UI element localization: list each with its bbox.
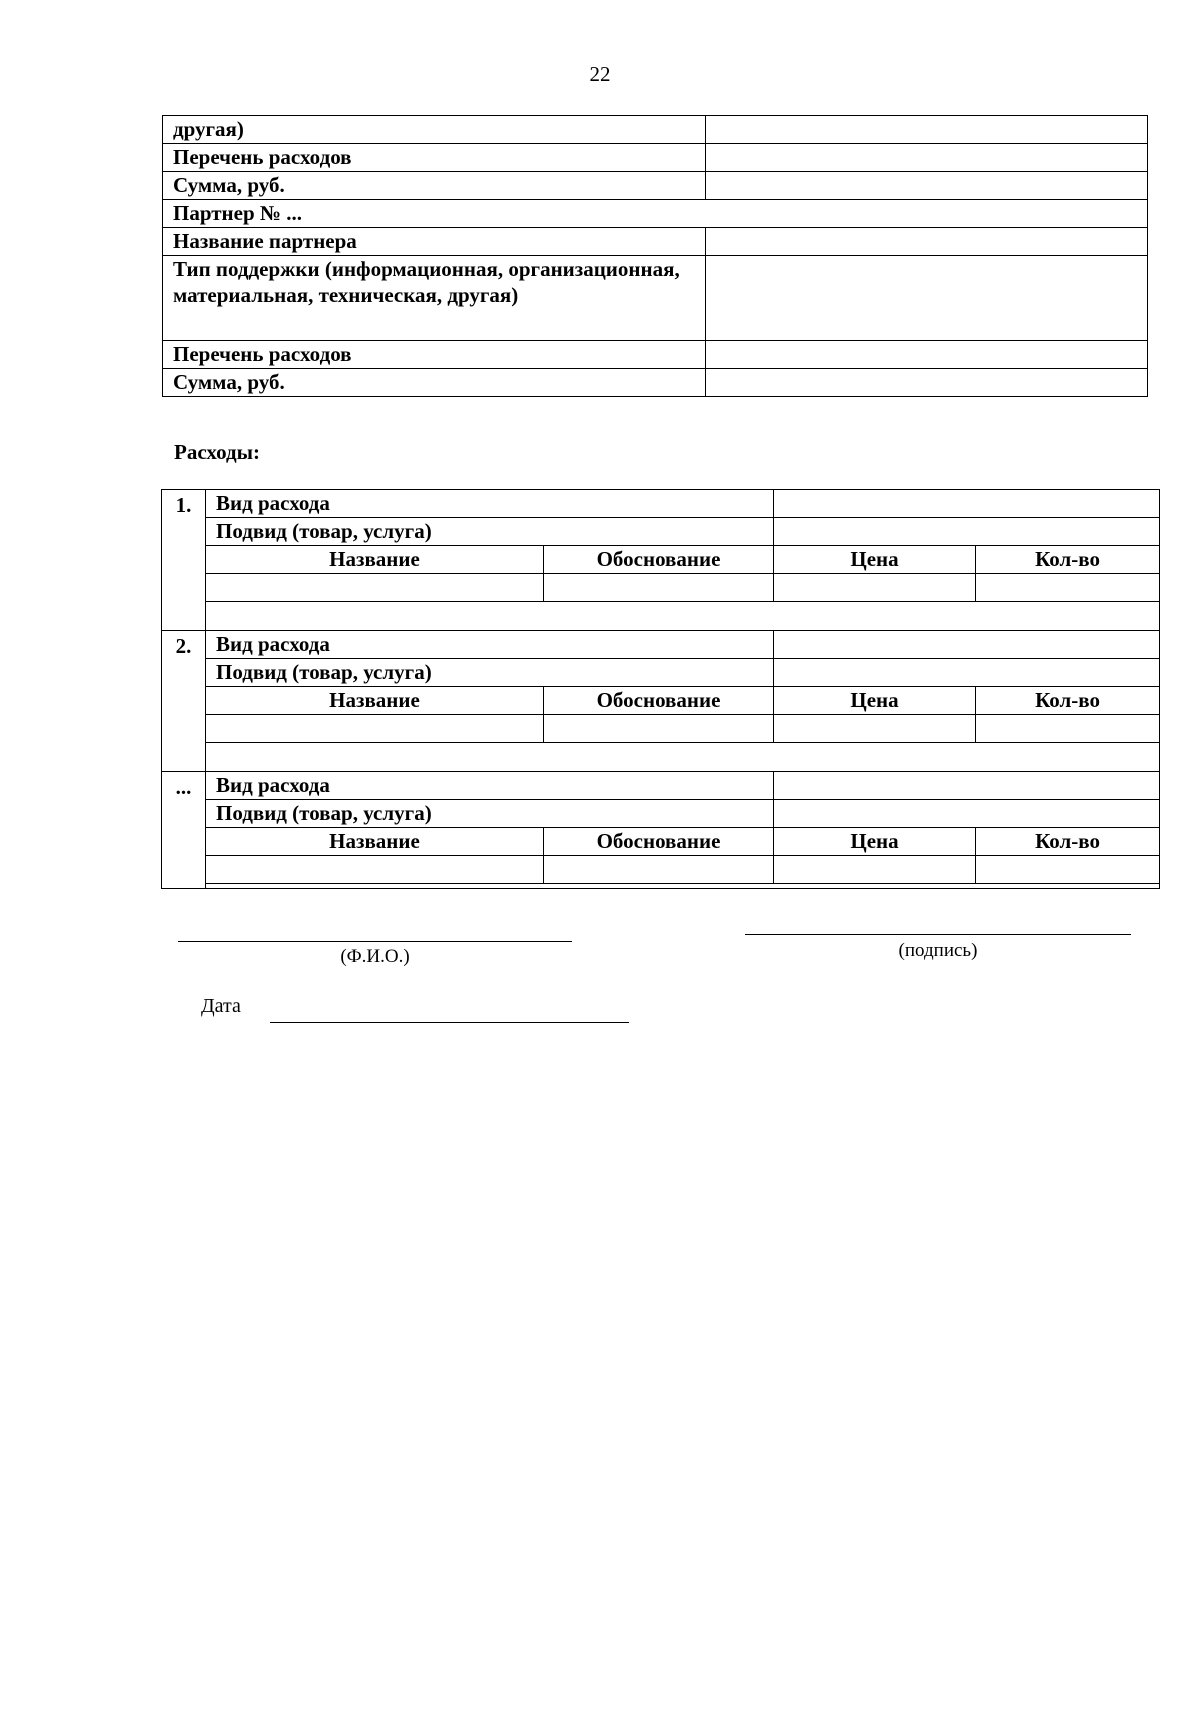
partner-row — [163, 172, 1148, 200]
block-spacer-cell — [206, 602, 1160, 631]
expense-subkind-value[interactable] — [774, 800, 1160, 828]
column-justification-header: Обоснование — [544, 828, 774, 856]
column-quantity-header: Кол-во — [976, 546, 1160, 574]
expense-kind-label: Вид расхода — [206, 490, 774, 518]
expense-subkind-label: Подвид (товар, услуга) — [206, 659, 774, 687]
expense-subkind-row — [162, 800, 1160, 828]
item-justification-cell[interactable] — [544, 574, 774, 602]
signature-line[interactable] — [745, 934, 1131, 935]
expense-block-end — [162, 884, 1160, 889]
expenses-table — [161, 489, 1160, 889]
partner-row — [163, 144, 1148, 172]
expense-columns-row — [162, 687, 1160, 715]
column-price-header: Цена — [774, 546, 976, 574]
date-label: Дата — [201, 995, 241, 1017]
expenses-title: Расходы: — [174, 440, 260, 464]
expense-kind-label: Вид расхода — [206, 772, 774, 800]
expense-subkind-row — [162, 518, 1160, 546]
partner-row-label: Сумма, руб. — [163, 172, 706, 200]
item-quantity-cell[interactable] — [976, 715, 1160, 743]
expense-kind-row — [162, 490, 1160, 518]
item-name-cell[interactable] — [206, 574, 544, 602]
support-type-value[interactable] — [706, 256, 1148, 341]
expense-number: 2. — [162, 631, 206, 772]
partner-row-label: Перечень расходов — [163, 341, 706, 369]
partner-row-label: Сумма, руб. — [163, 369, 706, 397]
expense-item-row — [162, 856, 1160, 884]
signature-caption: (подпись) — [898, 940, 978, 961]
partner-row — [163, 369, 1148, 397]
expense-number: ... — [162, 772, 206, 889]
partner-row-label: Перечень расходов — [163, 144, 706, 172]
expense-subkind-row — [162, 659, 1160, 687]
partner-header-row — [163, 200, 1148, 228]
expense-list-value[interactable] — [706, 341, 1148, 369]
expense-subkind-value[interactable] — [774, 518, 1160, 546]
expense-kind-row — [162, 631, 1160, 659]
column-quantity-header: Кол-во — [976, 687, 1160, 715]
partner-row — [163, 341, 1148, 369]
partner-table — [162, 115, 1148, 397]
item-price-cell[interactable] — [774, 856, 976, 884]
item-price-cell[interactable] — [774, 715, 976, 743]
expense-item-row — [162, 715, 1160, 743]
partner-row-value[interactable] — [706, 144, 1148, 172]
expense-subkind-value[interactable] — [774, 659, 1160, 687]
column-name-header: Название — [206, 546, 544, 574]
item-quantity-cell[interactable] — [976, 856, 1160, 884]
partner-number-label: Партнер № ... — [163, 200, 1148, 228]
partner-row-value[interactable] — [706, 116, 1148, 144]
fio-line[interactable] — [178, 941, 572, 942]
partner-row-label: Тип поддержки (информационная, организационная, материальная, техническая, другая) — [163, 256, 706, 341]
partner-row — [163, 228, 1148, 256]
item-name-cell[interactable] — [206, 856, 544, 884]
fio-caption: (Ф.И.О.) — [340, 946, 410, 967]
expense-kind-label: Вид расхода — [206, 631, 774, 659]
expense-kind-value[interactable] — [774, 772, 1160, 800]
partner-row — [163, 116, 1148, 144]
expense-subkind-label: Подвид (товар, услуга) — [206, 518, 774, 546]
partner-row — [163, 256, 1148, 341]
expense-kind-value[interactable] — [774, 490, 1160, 518]
partner-row-label: другая) — [163, 116, 706, 144]
item-quantity-cell[interactable] — [976, 574, 1160, 602]
item-name-cell[interactable] — [206, 715, 544, 743]
page-number: 22 — [589, 62, 611, 86]
block-end-cell — [206, 884, 1160, 889]
column-justification-header: Обоснование — [544, 546, 774, 574]
column-name-header: Название — [206, 687, 544, 715]
expense-columns-row — [162, 828, 1160, 856]
expense-block-spacer — [162, 743, 1160, 772]
expense-number: 1. — [162, 490, 206, 631]
expense-block-spacer — [162, 602, 1160, 631]
item-price-cell[interactable] — [774, 574, 976, 602]
partner-row-label: Название партнера — [163, 228, 706, 256]
sum-value[interactable] — [706, 369, 1148, 397]
column-name-header: Название — [206, 828, 544, 856]
expense-item-row — [162, 574, 1160, 602]
block-spacer-cell — [206, 743, 1160, 772]
partner-row-value[interactable] — [706, 172, 1148, 200]
expense-kind-value[interactable] — [774, 631, 1160, 659]
column-price-header: Цена — [774, 828, 976, 856]
expense-kind-row — [162, 772, 1160, 800]
date-line[interactable] — [270, 1022, 629, 1023]
column-quantity-header: Кол-во — [976, 828, 1160, 856]
expense-columns-row — [162, 546, 1160, 574]
partner-name-value[interactable] — [706, 228, 1148, 256]
column-price-header: Цена — [774, 687, 976, 715]
item-justification-cell[interactable] — [544, 715, 774, 743]
expense-subkind-label: Подвид (товар, услуга) — [206, 800, 774, 828]
column-justification-header: Обоснование — [544, 687, 774, 715]
item-justification-cell[interactable] — [544, 856, 774, 884]
